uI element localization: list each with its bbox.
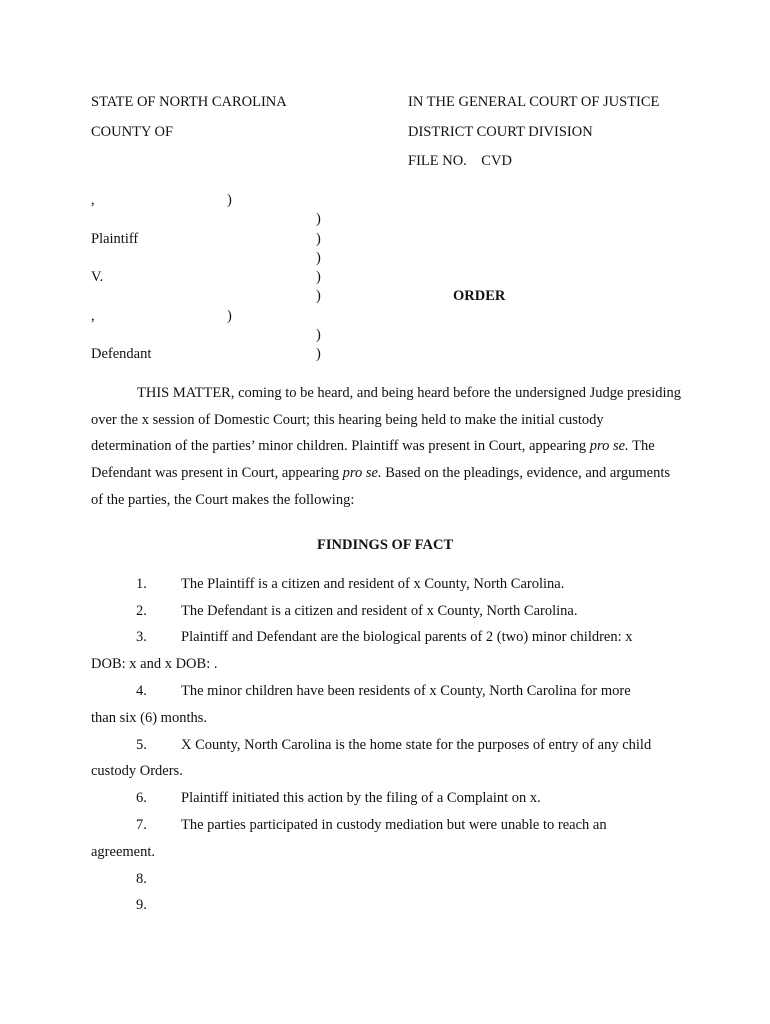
caption-paren: ): [227, 192, 232, 208]
county-heading: COUNTY OF: [91, 124, 174, 140]
finding-number: 1.: [136, 576, 147, 592]
finding-number: 8.: [136, 871, 147, 887]
caption-paren: ): [227, 308, 232, 324]
caption-paren: ): [316, 288, 321, 304]
intro-lead: THIS MATTER, coming to be heard, and being heard before the undersigned Judge presiding over the x session of Domestic Court; this hearing being held to make the initial custody determination of the parties’ minor children. Plaintiff was present in Court, appearing: [91, 385, 682, 455]
finding-text: X County, North Carolina is the home state for the purposes of entry of any child: [181, 737, 652, 753]
state-heading: STATE OF NORTH CAROLINA: [91, 94, 287, 110]
caption-paren: ): [316, 250, 321, 266]
intro-tail: Based on the pleadings, evidence, and arguments of the parties, the Court makes the following:: [91, 465, 671, 508]
pro-se-2: pro se.: [342, 465, 382, 482]
file-number: FILE NO. CVD: [408, 153, 512, 169]
finding-number: 4.: [136, 683, 147, 699]
finding-text: Plaintiff initiated this action by the filing of a Complaint on x.: [181, 790, 541, 806]
finding-text: The Plaintiff is a citizen and resident of x County, North Carolina.: [181, 576, 565, 592]
findings-heading: FINDINGS OF FACT: [317, 537, 454, 553]
caption-paren: ): [316, 327, 321, 343]
finding-number: 7.: [136, 817, 147, 833]
versus-label: V.: [91, 269, 104, 285]
order-title: ORDER: [453, 288, 506, 304]
finding-continuation: agreement.: [91, 844, 156, 860]
plaintiff-label: Plaintiff: [91, 231, 139, 247]
finding-number: 6.: [136, 790, 147, 806]
division-heading: DISTRICT COURT DIVISION: [408, 124, 593, 140]
finding-continuation: custody Orders.: [91, 763, 183, 779]
plaintiff-name: ,: [91, 192, 95, 208]
finding-continuation: than six (6) months.: [91, 710, 207, 726]
finding-number: 2.: [136, 603, 147, 619]
intro-paragraph: [91, 380, 681, 514]
caption-paren: ): [316, 231, 321, 247]
finding-text: The Defendant is a citizen and resident of x County, North Carolina.: [181, 603, 578, 619]
court-heading: IN THE GENERAL COURT OF JUSTICE: [408, 94, 660, 110]
defendant-label: Defendant: [91, 346, 152, 362]
caption-paren: ): [316, 346, 321, 362]
finding-text: The parties participated in custody mediation but were unable to reach an: [181, 817, 607, 833]
caption-paren: ): [316, 211, 321, 227]
finding-number: 3.: [136, 629, 147, 645]
finding-text: The minor children have been residents of x County, North Carolina for more: [181, 683, 631, 699]
intro-middle: The Defendant was present in Court, appearing: [91, 438, 655, 482]
pro-se-1: pro se.: [589, 438, 629, 455]
caption-paren: ): [316, 269, 321, 285]
finding-continuation: DOB: x and x DOB: .: [91, 656, 218, 672]
finding-number: 9.: [136, 897, 147, 913]
finding-text: Plaintiff and Defendant are the biological parents of 2 (two) minor children: x: [181, 629, 633, 645]
defendant-name: ,: [91, 308, 95, 324]
finding-number: 5.: [136, 737, 147, 753]
